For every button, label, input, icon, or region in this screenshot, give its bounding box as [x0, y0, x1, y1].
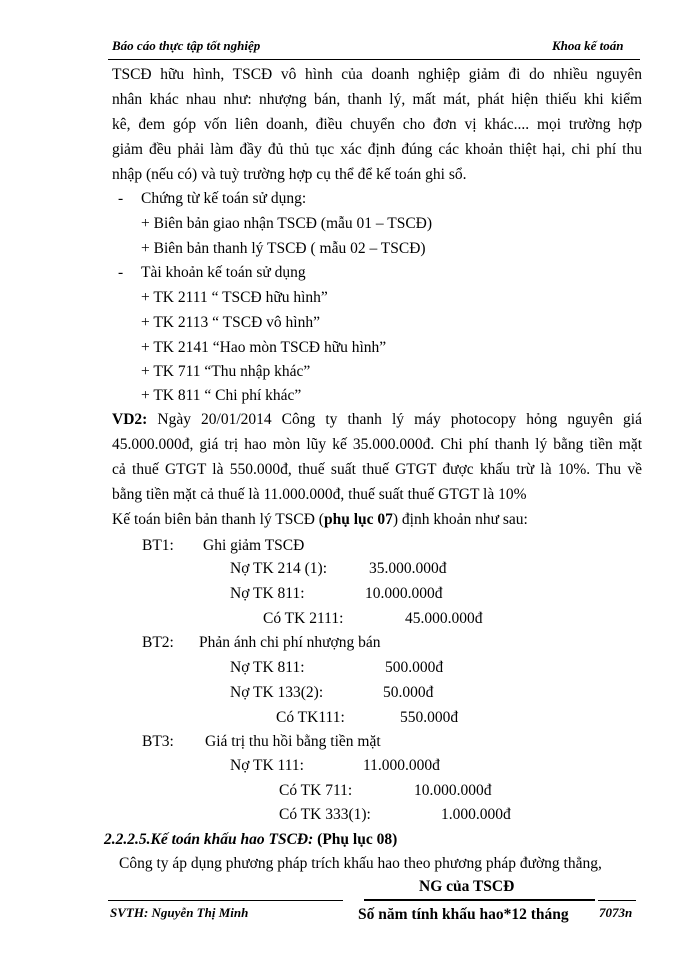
section-heading [104, 831, 397, 849]
entry-account: Có TK 333(1): [279, 806, 371, 823]
intro-line-2: nhân khác nhau như: nhượng bán, thanh lý, mất mát, phát hiện thiếu khi kiểm [112, 91, 642, 108]
entry-account: Có TK111: [276, 709, 345, 726]
fraction-bar [364, 899, 595, 901]
entry-amount: 11.000.000đ [363, 757, 440, 774]
example-record-line [112, 511, 528, 529]
record-post: ) định khoản như sau: [392, 511, 528, 528]
account-item: + TK 811 “ Chi phí khác” [141, 387, 302, 404]
intro-line-1: TSCĐ hữu hình, TSCĐ vô hình của doanh nghiệp giảm đi do nhiều nguyên [112, 66, 642, 83]
entry-account: Nợ TK 133(2): [230, 684, 324, 701]
entry-account: Nợ TK 111: [230, 757, 304, 774]
account-item: + TK 2111 “ TSCĐ hữu hình” [141, 289, 328, 306]
example-line-1 [112, 411, 642, 429]
accounts-heading: Tài khoản kế toán sử dụng [141, 264, 306, 281]
example-line-3: cả thuế GTGT là 550.000đ, thuế suất thuế GTGT được khấu trừ là 10%. Thu về [112, 461, 642, 478]
entry-code: BT3: [142, 733, 174, 750]
entry-desc: Ghi giảm TSCĐ [203, 537, 305, 554]
entry-desc: Phản ánh chi phí nhượng bán [199, 634, 381, 651]
bullet-dash: - [118, 190, 124, 207]
footer-page-code: 7073n [599, 905, 633, 920]
record-ref: phụ lục 07 [323, 511, 393, 528]
section-text: Công ty áp dụng phương pháp trích khấu hao theo phương pháp đường thẳng, [119, 855, 602, 872]
intro-line-4: giảm đều phải làm đầy đủ thủ tục xác định đúng các khoản thiệt hại, chi phí thu [112, 141, 642, 158]
entry-account: Có TK 2111: [263, 610, 344, 627]
entry-account: Có TK 711: [279, 782, 353, 799]
entry-amount: 10.000.000đ [414, 782, 492, 799]
example-line-4: bằng tiền mặt cả thuế là 11.000.000đ, thuế suất thuế GTGT là 10% [112, 486, 527, 503]
intro-line-5: nhập (nếu có) và tuỳ trường hợp cụ thể để kế toán ghi sổ. [112, 166, 467, 183]
account-item: + TK 711 “Thu nhập khác” [141, 363, 311, 380]
entry-code: BT2: [142, 634, 174, 651]
footer-rule-right [598, 900, 636, 901]
entry-amount: 1.000.000đ [441, 806, 511, 823]
voucher-item: + Biên bản thanh lý TSCĐ ( mẫu 02 – TSCĐ) [141, 240, 426, 257]
formula-numerator: NG của TSCĐ [419, 878, 515, 895]
section-title: 2.2.2.5.Kế toán khấu hao TSCĐ: [104, 831, 314, 848]
header-left: Báo cáo thực tập tốt nghiệp [112, 38, 261, 53]
bullet-dash: - [118, 264, 124, 281]
header-rule [108, 59, 640, 60]
entry-account: Nợ TK 811: [230, 659, 305, 676]
entry-amount: 500.000đ [385, 659, 444, 676]
footer-author: SVTH: Nguyễn Thị Minh [110, 905, 249, 920]
entry-account: Nợ TK 214 (1): [230, 560, 328, 577]
vouchers-heading: Chứng từ kế toán sử dụng: [141, 190, 307, 207]
entry-account: Nợ TK 811: [230, 585, 305, 602]
entry-code: BT1: [142, 537, 174, 554]
formula-denominator: Số năm tính khấu hao*12 tháng [358, 906, 569, 923]
record-pre: Kế toán biên bản thanh lý TSCĐ ( [112, 511, 324, 528]
entry-amount: 550.000đ [400, 709, 459, 726]
entry-amount: 10.000.000đ [365, 585, 443, 602]
entry-amount: 35.000.000đ [369, 560, 447, 577]
section-ref: (Phụ lục 08) [313, 831, 398, 848]
entry-amount: 50.000đ [383, 684, 434, 701]
header-right: Khoa kế toán [552, 38, 624, 53]
entry-amount: 45.000.000đ [405, 610, 483, 627]
example-label: VD2: [112, 411, 148, 428]
footer-rule-left [108, 900, 343, 901]
voucher-item: + Biên bản giao nhận TSCĐ (mẫu 01 – TSCĐ) [141, 215, 433, 232]
intro-line-3: kê, đem góp vốn liên doanh, điều chuyển cho đơn vị khác.... mọi trường hợp [112, 116, 642, 133]
account-item: + TK 2141 “Hao mòn TSCĐ hữu hình” [141, 339, 387, 356]
example-text: Ngày 20/01/2014 Công ty thanh lý máy photocopy hỏng nguyên giá [157, 411, 642, 428]
account-item: + TK 2113 “ TSCĐ vô hình” [141, 314, 320, 331]
entry-desc: Giá trị thu hồi bằng tiền mặt [205, 733, 381, 750]
example-line-2: 45.000.000đ, giá trị hao mòn lũy kế 35.000.000đ. Chi phí thanh lý bằng tiền mặt [112, 436, 642, 453]
